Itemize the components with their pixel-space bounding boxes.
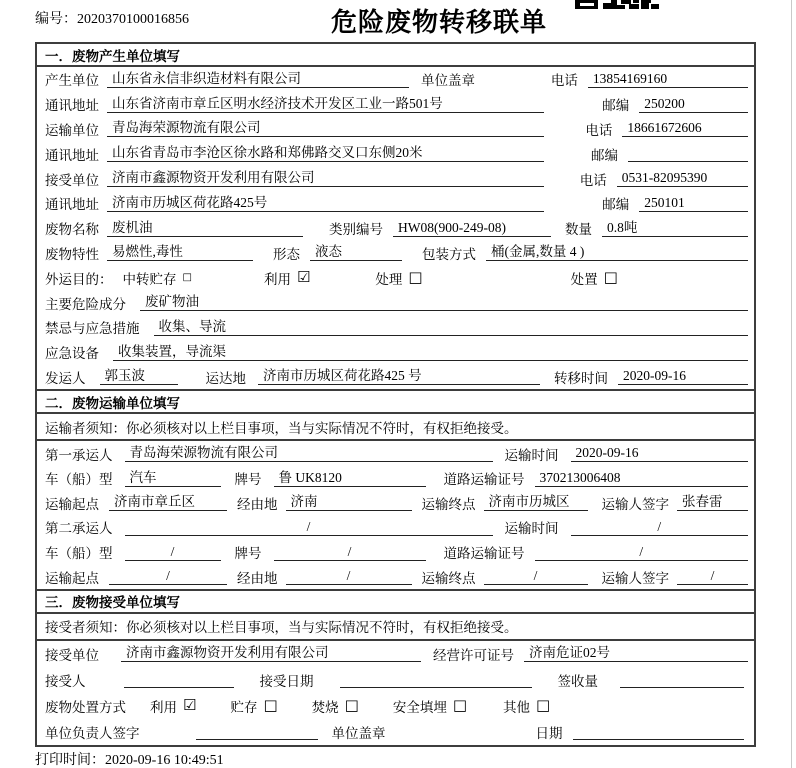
emergency-equipment-value: 收集装置，导流渠: [113, 344, 748, 361]
category-code-label: 类别编号: [329, 222, 383, 238]
checkbox-treat: □: [408, 268, 423, 287]
endpoint-label-1: 运输终点: [421, 496, 476, 512]
waste-name-value: 废机油: [107, 220, 303, 237]
checkbox-disposal-other: □: [536, 696, 551, 715]
accept-date-label: 接受日期: [259, 673, 314, 689]
vehicle-type-label-2: 车（船）型: [45, 546, 113, 562]
shipper-label: 发运人: [45, 370, 86, 386]
row-route-1: [37, 491, 754, 516]
accept-unit-value: 济南市鑫源物资开发利用有限公司: [121, 645, 421, 662]
zip-value-3: 250101: [639, 195, 748, 212]
transport-time-label-1: 运输时间: [504, 447, 559, 463]
road-permit-value-1: 370213006408: [535, 470, 749, 487]
transfer-date-value: 2020-09-16: [618, 368, 748, 385]
row-taboo-measures: [37, 315, 754, 340]
disposal-method-label: 废物处置方式: [45, 699, 126, 715]
transport-time-value-2: /: [571, 519, 749, 536]
phone-value-1: 13854169160: [588, 71, 748, 88]
road-permit-label-2: 道路运输证号: [443, 546, 525, 562]
disposal-storage-label: 贮存: [230, 699, 258, 715]
license-number-value: 济南危证02号: [524, 645, 748, 662]
comm-address-label-2: 通讯地址: [45, 147, 99, 163]
road-permit-label-1: 道路运输证号: [443, 472, 525, 488]
document-number: [35, 8, 189, 28]
main-hazard-value: 废矿物油: [140, 294, 748, 311]
plate-number-value-2: /: [274, 544, 426, 561]
print-time-value: 2020-09-16 10:49:51: [105, 753, 224, 768]
first-carrier-value: 青岛海荣源物流有限公司: [125, 445, 493, 462]
checkbox-dispose: □: [603, 268, 618, 287]
destination-label: 运达地: [205, 370, 246, 386]
section-producer-title: 一．废物产生单位填写: [37, 44, 754, 67]
row-vehicle-1: [37, 466, 754, 491]
section-producer: [37, 44, 754, 389]
waste-traits-label: 废物特性: [45, 246, 99, 262]
form-state-value: 液态: [310, 244, 402, 261]
row-main-hazard: [37, 290, 754, 315]
section-receiver: [37, 589, 754, 745]
purpose-utilize-label: 利用: [263, 271, 291, 287]
transfer-date-label: 转移时间: [554, 370, 608, 386]
document-number-label: 编号：: [35, 12, 77, 27]
comm-address-value-3: 济南市历城区荷花路425号: [107, 195, 544, 212]
producer-unit-value: 山东省永信非织造材料有限公司: [107, 71, 409, 88]
row-receiver-address: [37, 191, 754, 216]
checkbox-disposal-incinerate: □: [344, 696, 359, 715]
qr-code-fragment: [575, 0, 659, 10]
acceptor-value: [124, 671, 234, 688]
receiver-notice: 接受者须知：你必须核对以上栏目事项，当与实际情况不符时，有权拒绝接受。: [37, 614, 754, 641]
packing-method-label: 包装方式: [422, 246, 476, 262]
zip-value-1: 250200: [639, 96, 748, 113]
disposal-other-label: 其他: [503, 699, 531, 715]
license-number-label: 经营许可证号: [433, 647, 514, 663]
disposal-utilize-label: 利用: [150, 699, 177, 715]
disposal-incinerate-label: 焚烧: [311, 699, 339, 715]
endpoint-label-2: 运输终点: [421, 570, 476, 586]
accept-date-value: [340, 671, 532, 688]
origin-value-1: 济南市章丘区: [109, 494, 227, 511]
origin-label-2: 运输起点: [45, 570, 99, 586]
receiver-unit-label: 接受单位: [45, 172, 99, 188]
unit-seal-label: 单位盖章: [421, 73, 475, 89]
print-time-label: 打印时间：: [35, 753, 105, 768]
origin-label-1: 运输起点: [45, 496, 99, 512]
plate-number-label-2: 牌号: [234, 546, 262, 562]
comm-address-value-1: 山东省济南市章丘区明水经济技术开发区工业一路501号: [107, 96, 544, 113]
carrier-sign-label-2: 运输人签字: [601, 570, 669, 586]
row-shipper: [37, 365, 754, 390]
row-producer-unit: [37, 67, 754, 92]
row-accept-unit: [37, 641, 754, 667]
row-route-2: [37, 564, 754, 589]
checkbox-transfer-storage: □: [182, 271, 192, 283]
transport-purpose-label: 外运目的：: [45, 271, 113, 287]
plate-number-value-1: 鲁 UK8120: [274, 470, 426, 487]
row-transporter-address: [37, 141, 754, 166]
row-emergency-equipment: [37, 340, 754, 365]
road-permit-value-2: /: [535, 544, 749, 561]
comm-address-label-3: 通讯地址: [45, 197, 99, 213]
row-disposal-method: [37, 693, 754, 719]
form-state-label: 形态: [273, 246, 300, 262]
responsible-sign-value: [196, 723, 318, 740]
row-transporter-unit: [37, 117, 754, 142]
row-waste-traits: [37, 241, 754, 266]
row-vehicle-2: [37, 540, 754, 565]
carrier-sign-label-1: 运输人签字: [601, 496, 669, 512]
waste-traits-value: 易燃性,毒性: [107, 244, 253, 261]
section-receiver-title: 三．废物接受单位填写: [37, 591, 754, 614]
main-hazard-label: 主要危险成分: [45, 296, 126, 312]
responsible-sign-label: 单位负责人签字: [45, 725, 140, 741]
waste-name-label: 废物名称: [45, 222, 99, 238]
via-label-1: 经由地: [237, 496, 278, 512]
comm-address-label-1: 通讯地址: [45, 98, 99, 114]
checkbox-disposal-storage: □: [263, 696, 278, 715]
row-transport-purpose: [37, 265, 754, 290]
vehicle-type-label-1: 车（船）型: [45, 472, 113, 488]
origin-value-2: /: [109, 568, 227, 585]
zip-label-2: 邮编: [591, 147, 618, 163]
checkbox-disposal-utilize: ☑: [183, 696, 197, 715]
zip-label-3: 邮编: [602, 197, 630, 213]
vehicle-type-value-1: 汽车: [125, 470, 221, 487]
phone-label-2: 电话: [585, 122, 613, 138]
row-receiver-unit: [37, 166, 754, 191]
row-responsible-sign: [37, 719, 754, 745]
phone-label-3: 电话: [579, 172, 607, 188]
vehicle-type-value-2: /: [125, 544, 221, 561]
endpoint-value-2: /: [484, 568, 588, 585]
producer-unit-label: 产生单位: [45, 73, 99, 89]
carrier-sign-value-1: 张春雷: [677, 494, 748, 511]
accept-unit-label: 接受单位: [45, 647, 99, 663]
section-transporter-title: 二．废物运输单位填写: [37, 391, 754, 414]
taboo-measures-value: 收集、导流: [154, 319, 749, 336]
page-title: 危险废物转移联单: [331, 8, 548, 37]
quantity-label: 数量: [565, 222, 592, 238]
comm-address-value-2: 山东省青岛市李沧区徐水路和郑佛路交叉口东侧20米: [107, 145, 544, 162]
disposal-landfill-label: 安全填埋: [392, 699, 447, 715]
via-label-2: 经由地: [237, 570, 278, 586]
second-carrier-value: /: [125, 519, 493, 536]
taboo-measures-label: 禁忌与应急措施: [45, 321, 140, 337]
row-acceptor: [37, 667, 754, 693]
destination-value: 济南市历城区荷花路425 号: [258, 368, 540, 385]
signed-quantity-label: 签收量: [557, 673, 598, 689]
quantity-value: 0.8吨: [602, 220, 748, 237]
endpoint-value-1: 济南市历城区: [484, 494, 588, 511]
carrier-sign-value-2: /: [677, 568, 748, 585]
shipper-value: 郭玉波: [100, 368, 178, 385]
section-transporter: [37, 389, 754, 589]
checkbox-disposal-landfill: □: [452, 696, 468, 715]
row-producer-address: [37, 92, 754, 117]
phone-value-3: 0531-82095390: [617, 170, 748, 187]
row-waste-name: [37, 216, 754, 241]
date-value: [573, 723, 745, 740]
transporter-unit-value: 青岛海荣源物流有限公司: [107, 120, 544, 137]
transporter-notice: 运输者须知：你必须核对以上栏目事项，当与实际情况不符时，有权拒绝接受。: [37, 414, 754, 441]
checkbox-utilize: ☑: [296, 268, 311, 287]
row-second-carrier: [37, 515, 754, 540]
purpose-transfer-storage-label: 中转贮存: [122, 271, 177, 287]
manifest-form: [35, 42, 756, 747]
category-code-value: HW08(900-249-08): [393, 220, 551, 237]
signed-quantity-value: [620, 671, 744, 688]
via-value-2: /: [286, 568, 412, 585]
transport-time-label-2: 运输时间: [504, 521, 559, 537]
transporter-unit-label: 运输单位: [45, 122, 99, 138]
purpose-dispose-label: 处置: [570, 271, 598, 287]
plate-number-label-1: 牌号: [234, 472, 262, 488]
zip-value-2: [628, 145, 748, 162]
emergency-equipment-label: 应急设备: [45, 346, 99, 362]
first-carrier-label: 第一承运人: [45, 447, 113, 463]
transport-time-value-1: 2020-09-16: [571, 445, 749, 462]
date-label: 日期: [535, 725, 563, 741]
packing-method-value: 桶(金属,数量 4 ): [486, 244, 748, 261]
document-number-value: 2020370100016856: [77, 12, 189, 27]
row-first-carrier: [37, 441, 754, 466]
phone-value-2: 18661672606: [622, 120, 748, 137]
via-value-1: 济南: [286, 494, 412, 511]
purpose-treat-label: 处理: [375, 271, 403, 287]
page-edge-line: [791, 0, 792, 768]
zip-label-1: 邮编: [602, 98, 630, 114]
unit-seal-label-2: 单位盖章: [331, 725, 386, 741]
print-time: [35, 749, 224, 768]
receiver-unit-value: 济南市鑫源物资开发利用有限公司: [107, 170, 544, 187]
phone-label-1: 电话: [550, 73, 578, 89]
acceptor-label: 接受人: [45, 673, 86, 689]
second-carrier-label: 第二承运人: [45, 521, 113, 537]
